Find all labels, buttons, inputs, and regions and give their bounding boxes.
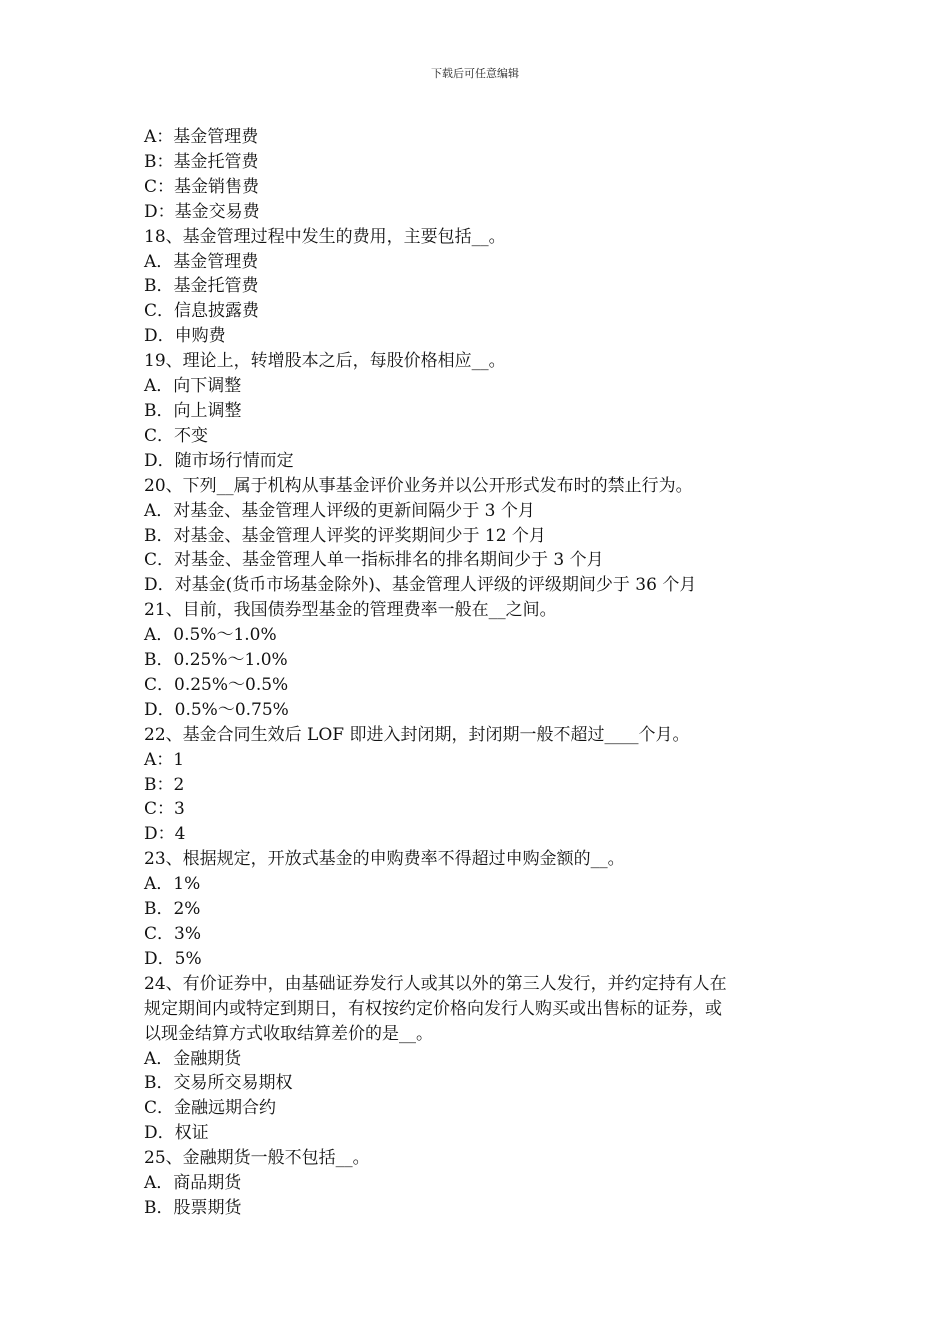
option-line: C．金融远期合约 [144,1098,277,1119]
option-line: D：4 [144,824,186,845]
option-line: D．0.5%～0.75% [144,699,289,720]
option-line: D．申购费 [144,326,226,347]
option-line: C．对基金、基金管理人单一指标排名的排名期间少于 3 个月 [144,550,604,571]
option-line: A．对基金、基金管理人评级的更新间隔少于 3 个月 [144,500,535,521]
option-line: C：基金销售费 [144,176,260,197]
option-line: A．1% [144,874,201,895]
question-25: 25、金融期货一般不包括__。 [144,1148,370,1169]
option-line: C．信息披露费 [144,301,260,322]
question-19: 19、理论上，转增股本之后，每股价格相应__。 [144,351,506,372]
question-24: 24、有价证券中，由基础证券发行人或其以外的第三人发行，并约定持有人在 [144,973,727,994]
option-line: C．3% [144,924,201,944]
option-line: B．基金托管费 [144,276,259,297]
option-line: A：1 [144,749,185,770]
option-line: D．权证 [144,1123,209,1144]
option-line: B．0.25%～1.0% [144,650,288,671]
option-line: C：3 [144,799,185,820]
option-line: B．交易所交易期权 [144,1073,293,1094]
question-23: 23、根据规定，开放式基金的申购费率不得超过申购金额的__。 [144,849,625,870]
option-line: D．5% [144,948,202,969]
option-line: B．对基金、基金管理人评奖的评奖期间少于 12 个月 [144,525,546,546]
question-24-continued: 规定期间内或特定到期日，有权按约定价格向发行人购买或出售标的证券，或 [144,998,722,1019]
option-line: B．2% [144,899,201,920]
question-21: 21、目前，我国债券型基金的管理费率一般在__之间。 [144,600,557,621]
option-line: A．向下调整 [144,376,242,397]
option-line: B．向上调整 [144,400,242,421]
option-line: B：2 [144,774,185,795]
question-24-continued: 以现金结算方式收取结算差价的是__。 [144,1023,433,1044]
document-body [144,125,814,1221]
option-line: A．商品期货 [144,1173,242,1194]
option-line: A：基金管理费 [144,127,259,147]
question-20: 20、下列__属于机构从事基金评价业务并以公开形式发布时的禁止行为。 [144,475,693,496]
option-line: D．随市场行情而定 [144,450,294,471]
option-line: C．0.25%～0.5% [144,674,289,695]
option-line: A．金融期货 [144,1048,242,1069]
question-22: 22、基金合同生效后 LOF 即进入封闭期，封闭期一般不超过____个月。 [144,724,690,745]
option-line: C．不变 [144,425,209,446]
option-line: D．对基金(货币市场基金除外)、基金管理人评级的评级期间少于 36 个月 [144,575,697,596]
option-line: A．基金管理费 [144,251,259,272]
option-line: D：基金交易费 [144,201,260,222]
question-18: 18、基金管理过程中发生的费用，主要包括__。 [144,226,506,247]
option-line: B．股票期货 [144,1197,242,1218]
option-line: A．0.5%～1.0% [144,625,277,646]
page-header: 下载后可任意编辑 [431,67,519,80]
option-line: B：基金托管费 [144,151,259,172]
